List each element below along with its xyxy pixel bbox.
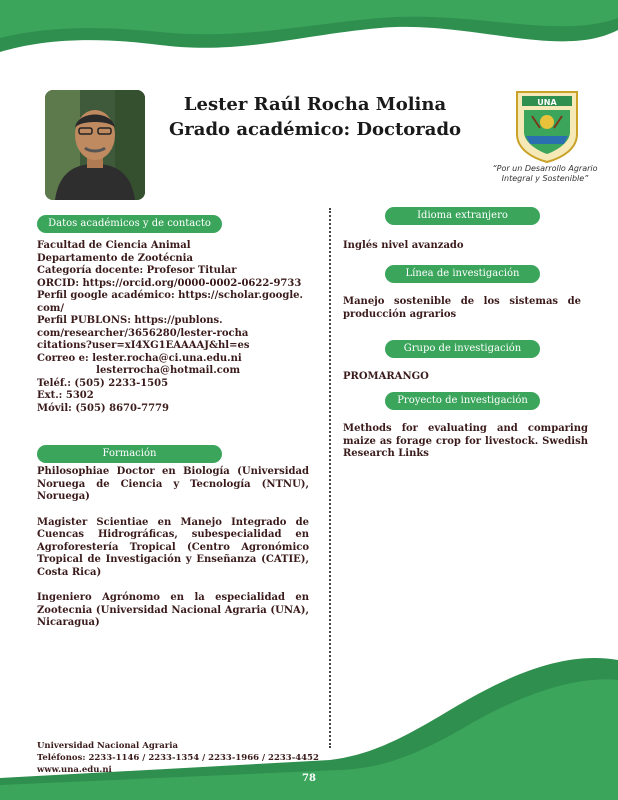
contact-heading: Datos académicos y de contacto bbox=[37, 215, 222, 233]
person-name: Lester Raúl Rocha Molina bbox=[183, 94, 447, 115]
footer-contact bbox=[37, 740, 319, 776]
column-divider bbox=[329, 208, 331, 748]
motto-line-1: “Por un Desarrollo Agrario bbox=[492, 164, 598, 173]
research-group-heading: Grupo de investigación bbox=[385, 340, 540, 358]
contact-line: lesterrocha@hotmail.com bbox=[37, 365, 241, 376]
language-heading: Idioma extranjero bbox=[385, 207, 540, 225]
contact-line: Departamento de Zootécnia bbox=[37, 252, 193, 264]
contact-line: Facultad de Ciencia Animal bbox=[37, 240, 191, 251]
contact-line: Perfil google académico: https://scholar.google. bbox=[37, 290, 303, 301]
motto-line-2: Integral y Sostenible” bbox=[501, 174, 589, 183]
footer-university: Universidad Nacional Agraria bbox=[37, 741, 178, 751]
header-wave bbox=[0, 0, 618, 70]
language-text: Inglés nivel avanzado bbox=[343, 240, 464, 251]
contact-line: com/ bbox=[37, 302, 64, 314]
formation-item: Ingeniero Agrónomo en la especialidad en Zootecnia (Universidad Nacional Agraria (UNA), Nicaragua) bbox=[37, 592, 309, 628]
research-group-text: PROMARANGO bbox=[343, 371, 429, 382]
contact-details bbox=[37, 240, 322, 415]
contact-line: ORCID: https://orcid.org/0000-0002-0622-9733 bbox=[37, 277, 302, 289]
contact-line: Móvil: (505) 8670-7779 bbox=[37, 402, 169, 414]
contact-line: citations?user=xI4XG1EAAAAJ&hl=es bbox=[37, 340, 250, 351]
footer-website: www.una.edu.ni bbox=[37, 765, 112, 775]
research-project-heading: Proyecto de investigación bbox=[385, 392, 540, 410]
contact-line: Correo e: lester.rocha@ci.una.edu.ni bbox=[37, 352, 242, 364]
formation-item: Philosophiae Doctor en Biología (Universidad Noruega de Ciencia y Tecnología (NTNU), Noruega) bbox=[37, 466, 309, 502]
contact-line: com/researcher/3656280/lester-rocha bbox=[37, 327, 249, 339]
research-line-text: Manejo sostenible de los sistemas de producción agrarios bbox=[343, 296, 581, 320]
academic-degree: Grado académico: Doctorado bbox=[168, 119, 462, 140]
profile-photo bbox=[45, 90, 145, 200]
contact-line: Categoría docente: Profesor Titular bbox=[37, 265, 237, 276]
formation-heading: Formación bbox=[37, 445, 222, 463]
university-motto bbox=[480, 164, 610, 184]
university-seal-logo bbox=[512, 84, 582, 164]
contact-line: Perfil PUBLONS: https://publons. bbox=[37, 315, 223, 326]
research-line-heading: Línea de investigación bbox=[385, 265, 540, 283]
contact-line: Ext.: 5302 bbox=[37, 390, 94, 401]
contact-line: Teléf.: (505) 2233-1505 bbox=[37, 377, 169, 389]
page-number: 78 bbox=[302, 773, 316, 784]
formation-list bbox=[37, 466, 309, 630]
footer-phones: Teléfonos: 2233-1146 / 2233-1354 / 2233-1966 / 2233-4452 bbox=[37, 753, 319, 763]
seal-text: UNA bbox=[537, 98, 557, 107]
avatar bbox=[45, 90, 145, 200]
research-project-text: Methods for evaluating and comparing maize as forage crop for livestock. Swedish Research Links bbox=[343, 423, 588, 459]
profile-heading bbox=[160, 92, 470, 142]
formation-item: Magister Scientiae en Manejo Integrado de Cuencas Hidrográficas, subespecialidad en Agroforestería Tropical (Centro Agronómico Tropical de Investigación y Enseñanza (CATIE), Costa Rica) bbox=[37, 516, 309, 578]
